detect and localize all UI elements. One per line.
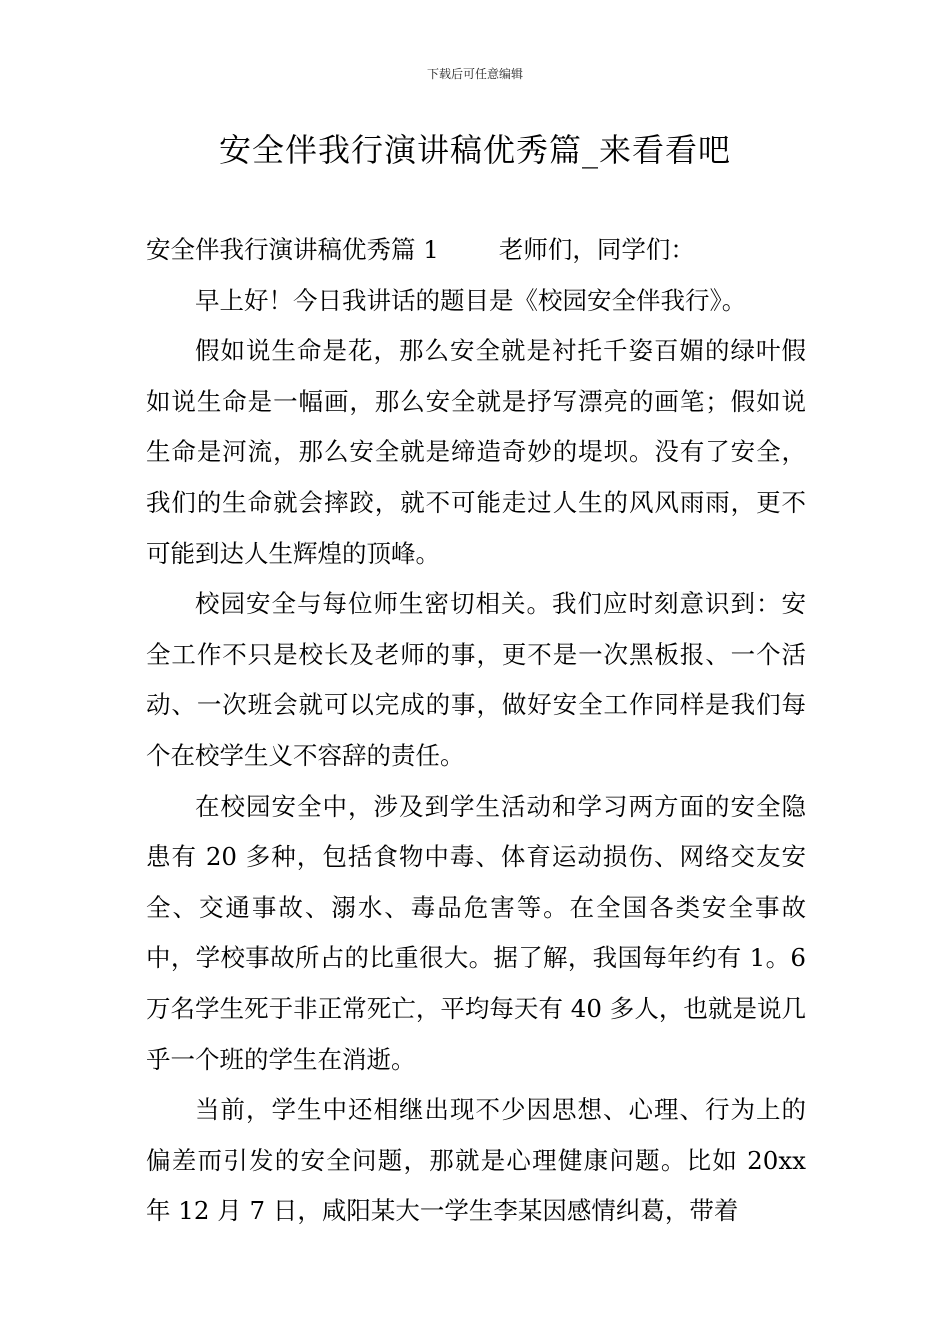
salutation: 老师们，同学们： — [498, 235, 695, 264]
paragraph: 假如说生命是花，那么安全就是衬托千姿百媚的绿叶假如说生命是一幅画，那么安全就是抒写漂亮的画笔；假如说生命是河流，那么安全就是缔造奇妙的堤坝。没有了安全，我们的生命就会摔跤，就不可能走过人生的风风雨雨，更不可能到达人生辉煌的顶峰。 — [146, 336, 806, 568]
paragraph: 当前，学生中还相继出现不少因思想、心理、行为上的偏差而引发的安全问题，那就是心理健康问题。比如 20xx 年 12 月 7 日，咸阳某大一学生李某因感情纠葛，带着 — [146, 1095, 806, 1226]
paragraph: 校园安全与每位师生密切相关。我们应时刻意识到：安全工作不只是校长及老师的事，更不是一次黑板报、一个活动、一次班会就可以完成的事，做好安全工作同样是我们每个在校学生义不容辞的责任。 — [146, 589, 806, 770]
paragraph: 早上好！今日我讲话的题目是《校园安全伴我行》。 — [195, 285, 747, 315]
section-heading: 安全伴我行演讲稿优秀篇 1 — [146, 235, 439, 264]
header-note: 下载后可任意编辑 — [426, 67, 523, 81]
document-title: 安全伴我行演讲稿优秀篇_来看看吧 — [218, 131, 731, 169]
document-body — [146, 225, 806, 1237]
paragraph: 在校园安全中，涉及到学生活动和学习两方面的安全隐患有 20 多种，包括食物中毒、体育运动损伤、网络交友安全、交通事故、溺水、毒品危害等。在全国各类安全事故中，学校事故所占的比重很大。据了解，我国每年约有 1。6 万名学生死于非正常死亡，平均每天有 40 多人，也就是说几乎一个班的学生在消逝。 — [146, 791, 806, 1074]
opening-line — [146, 225, 806, 276]
